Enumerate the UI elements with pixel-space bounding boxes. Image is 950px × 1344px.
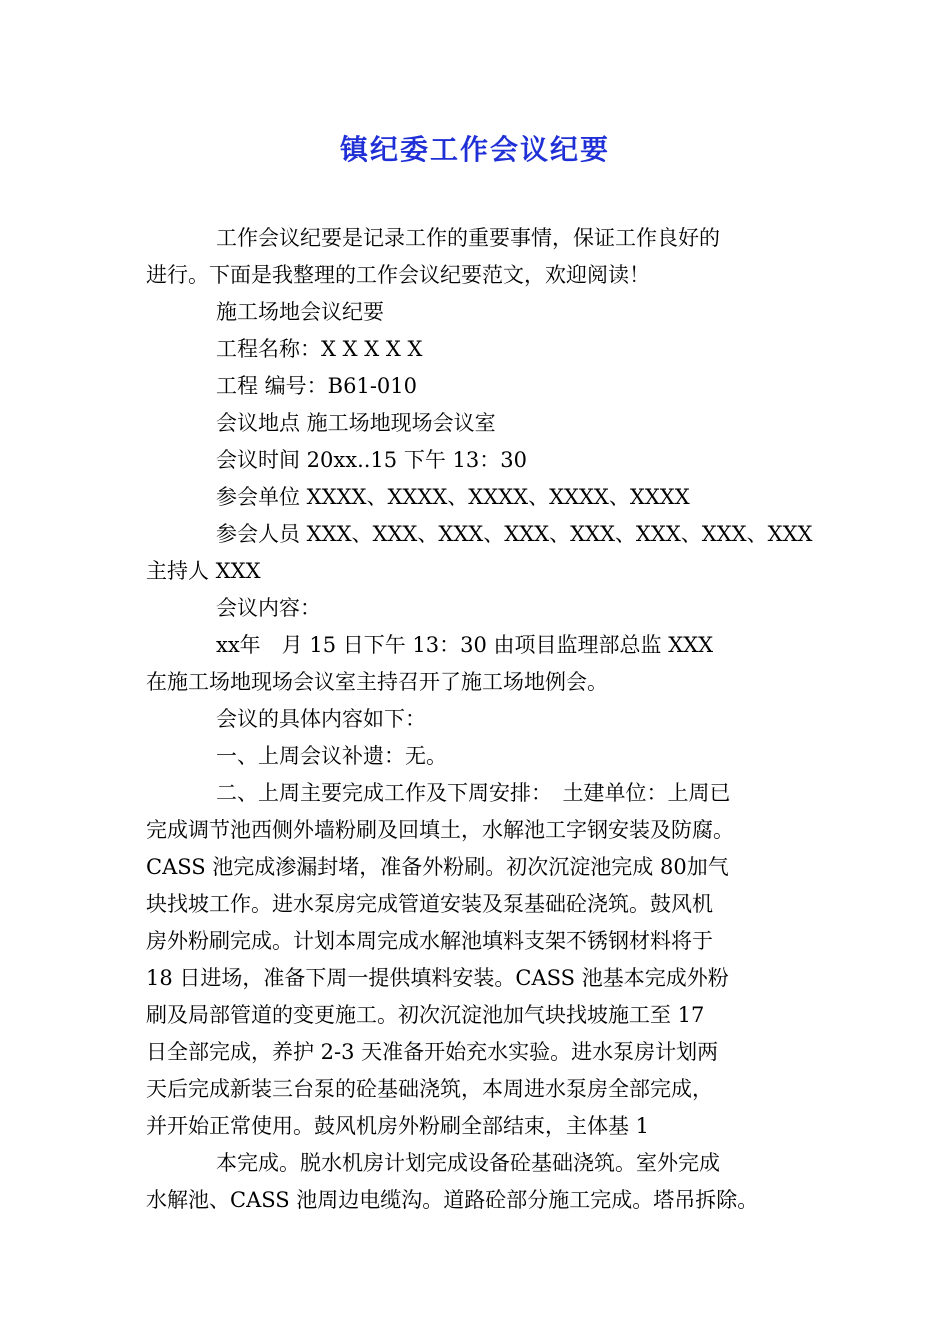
paragraph-line: xx年 月 15 日下午 13：30 由项目监理部总监 XXX xyxy=(216,633,714,657)
paragraph-line: 会议地点 施工场地现场会议室 xyxy=(216,411,496,435)
paragraph-line: 18 日进场，准备下周一提供填料安装。CASS 池基本完成外粉 xyxy=(146,966,729,990)
paragraph-line: 工作会议纪要是记录工作的重要事情，保证工作良好的 xyxy=(216,226,720,250)
paragraph-line: 工程名称：X X X X X xyxy=(216,337,423,361)
paragraph-line: 完成调节池西侧外墙粉刷及回填土，水解池工字钢安装及防腐。 xyxy=(146,818,734,842)
paragraph-line: 本完成。脱水机房计划完成设备砼基础浇筑。室外完成 xyxy=(216,1151,720,1175)
paragraph-line: 施工场地会议纪要 xyxy=(216,300,384,324)
paragraph-line: 工程 编号：B61-010 xyxy=(216,374,418,398)
paragraph-line: 块找坡工作。进水泵房完成管道安装及泵基础砼浇筑。鼓风机 xyxy=(146,892,713,916)
paragraph-line: 参会人员 XXX、XXX、XXX、XXX、XXX、XXX、XXX、XXX xyxy=(216,522,813,546)
paragraph-line: 参会单位 XXXX、XXXX、XXXX、XXXX、XXXX xyxy=(216,485,690,509)
paragraph-line: 会议时间 20xx..15 下午 13：30 xyxy=(216,448,527,472)
paragraph-line: 日全部完成，养护 2-3 天准备开始充水实验。进水泵房计划两 xyxy=(146,1040,719,1064)
paragraph-line: 一、上周会议补遗：无。 xyxy=(216,744,447,768)
paragraph-line: 房外粉刷完成。计划本周完成水解池填料支架不锈钢材料将于 xyxy=(146,929,713,953)
paragraph-line: 主持人 XXX xyxy=(146,559,261,583)
paragraph-line: 会议内容： xyxy=(216,596,321,620)
paragraph-line: 会议的具体内容如下： xyxy=(216,707,426,731)
paragraph-line: CASS 池完成渗漏封堵，准备外粉刷。初次沉淀池完成 80加气 xyxy=(146,855,729,879)
paragraph-line: 并开始正常使用。鼓风机房外粉刷全部结束，主体基 1 xyxy=(146,1114,650,1138)
paragraph-line: 天后完成新装三台泵的砼基础浇筑，本周进水泵房全部完成， xyxy=(146,1077,713,1101)
paragraph-line: 二、上周主要完成工作及下周安排： 土建单位：上周已 xyxy=(216,781,731,805)
paragraph-line: 水解池、CASS 池周边电缆沟。道路砼部分施工完成。塔吊拆除。 xyxy=(146,1188,759,1212)
paragraph-line: 刷及局部管道的变更施工。初次沉淀池加气块找坡施工至 17 xyxy=(146,1003,705,1027)
document-title: 镇纪委工作会议纪要 xyxy=(339,133,610,166)
paragraph-line: 进行。下面是我整理的工作会议纪要范文，欢迎阅读！ xyxy=(146,263,650,287)
paragraph-line: 在施工场地现场会议室主持召开了施工场地例会。 xyxy=(146,670,608,694)
document-body xyxy=(146,220,826,1219)
